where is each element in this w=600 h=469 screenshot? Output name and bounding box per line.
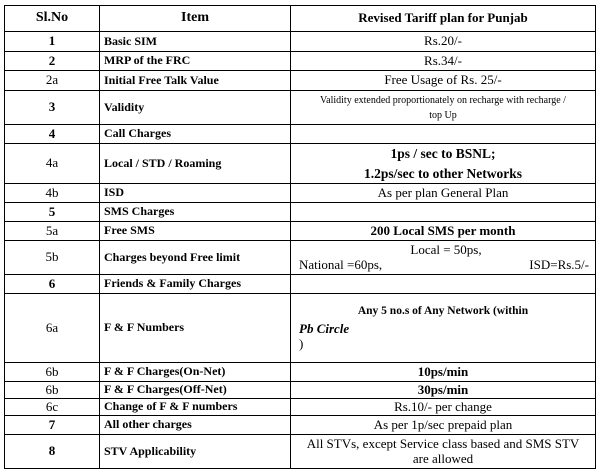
row-item: Basic SIM bbox=[100, 32, 291, 52]
table-row bbox=[5, 435, 596, 469]
ff-line-2: Pb Circle bbox=[299, 320, 350, 336]
row-value: 10ps/min bbox=[291, 363, 596, 382]
row-value bbox=[291, 125, 596, 144]
row-item: Charges beyond Free limit bbox=[100, 241, 291, 275]
row-number: 7 bbox=[5, 416, 100, 435]
header-sl-no: Sl.No bbox=[5, 6, 100, 32]
row-value bbox=[291, 275, 596, 294]
row-item: Validity bbox=[100, 91, 291, 125]
row-number: 3 bbox=[5, 91, 100, 125]
row-item: ISD bbox=[100, 184, 291, 203]
table-row bbox=[5, 32, 596, 52]
row-number: 5 bbox=[5, 203, 100, 222]
row-value bbox=[291, 91, 596, 125]
row-value bbox=[291, 435, 596, 469]
row-value bbox=[291, 294, 596, 363]
row-item: F & F Charges(Off-Net) bbox=[100, 382, 291, 399]
row-item: Free SMS bbox=[100, 222, 291, 241]
call-rate-line-1: 1ps / sec to BSNL; bbox=[390, 146, 496, 161]
row-value bbox=[291, 203, 596, 222]
row-item: F & F Numbers bbox=[100, 294, 291, 363]
row-value: Rs.34/- bbox=[291, 52, 596, 71]
table-row bbox=[5, 363, 596, 382]
table-row bbox=[5, 275, 596, 294]
table-row bbox=[5, 184, 596, 203]
stv-line-1: All STVs, except Service class based and SMS STV bbox=[306, 435, 580, 451]
row-number: 8 bbox=[5, 435, 100, 469]
row-number: 5a bbox=[5, 222, 100, 241]
table-row bbox=[5, 222, 596, 241]
ff-line-3: ) bbox=[299, 335, 304, 351]
row-number: 6c bbox=[5, 399, 100, 416]
call-rate-line-2: 1.2ps/sec to other Networks bbox=[364, 165, 522, 181]
row-item: SMS Charges bbox=[100, 203, 291, 222]
table-header-row bbox=[5, 6, 596, 32]
row-number: 4 bbox=[5, 125, 100, 144]
table-row bbox=[5, 416, 596, 435]
row-item: Change of F & F numbers bbox=[100, 399, 291, 416]
row-number: 2 bbox=[5, 52, 100, 71]
table-row bbox=[5, 91, 596, 125]
row-item: Call Charges bbox=[100, 125, 291, 144]
row-value: 30ps/min bbox=[291, 382, 596, 399]
sms-local-rate: Local = 50ps, bbox=[410, 241, 482, 257]
sms-other-rates bbox=[291, 258, 595, 273]
row-item: Initial Free Talk Value bbox=[100, 71, 291, 91]
validity-line-1: Validity extended proportionately on recharge with recharge / bbox=[320, 94, 566, 106]
row-number: 4b bbox=[5, 184, 100, 203]
row-value: Rs.20/- bbox=[291, 32, 596, 52]
row-item: All other charges bbox=[100, 416, 291, 435]
table-row bbox=[5, 203, 596, 222]
table-row bbox=[5, 52, 596, 71]
row-item: F & F Charges(On-Net) bbox=[100, 363, 291, 382]
table-row bbox=[5, 382, 596, 399]
row-value bbox=[291, 241, 596, 275]
table-row bbox=[5, 125, 596, 144]
row-number: 6 bbox=[5, 275, 100, 294]
row-number: 2a bbox=[5, 71, 100, 91]
row-value: 200 Local SMS per month bbox=[291, 222, 596, 241]
row-value bbox=[291, 144, 596, 184]
validity-line-2: top Up bbox=[429, 109, 457, 121]
row-number: 1 bbox=[5, 32, 100, 52]
row-number: 6a bbox=[5, 294, 100, 363]
row-value: As per 1p/sec prepaid plan bbox=[291, 416, 596, 435]
row-value: Rs.10/- per change bbox=[291, 399, 596, 416]
table-row bbox=[5, 399, 596, 416]
header-plan: Revised Tariff plan for Punjab bbox=[291, 6, 596, 32]
table-row bbox=[5, 241, 596, 275]
sms-isd-rate: ISD=Rs.5/- bbox=[529, 256, 589, 272]
row-value: As per plan General Plan bbox=[291, 184, 596, 203]
row-item: STV Applicability bbox=[100, 435, 291, 469]
row-item: MRP of the FRC bbox=[100, 52, 291, 71]
table-row bbox=[5, 294, 596, 363]
table-row bbox=[5, 71, 596, 91]
row-number: 5b bbox=[5, 241, 100, 275]
table-row bbox=[5, 144, 596, 184]
row-value: Free Usage of Rs. 25/- bbox=[291, 71, 596, 91]
sms-national-rate: National =60ps, bbox=[299, 256, 383, 272]
row-number: 6b bbox=[5, 363, 100, 382]
ff-line-1: Any 5 no.s of Any Network (within bbox=[357, 304, 529, 317]
ff-numbers-text bbox=[295, 305, 591, 352]
stv-line-2: are allowed bbox=[412, 450, 474, 466]
header-item: Item bbox=[100, 6, 291, 32]
row-item: Friends & Family Charges bbox=[100, 275, 291, 294]
row-number: 4a bbox=[5, 144, 100, 184]
tariff-table bbox=[4, 5, 596, 469]
row-item: Local / STD / Roaming bbox=[100, 144, 291, 184]
row-number: 6b bbox=[5, 382, 100, 399]
